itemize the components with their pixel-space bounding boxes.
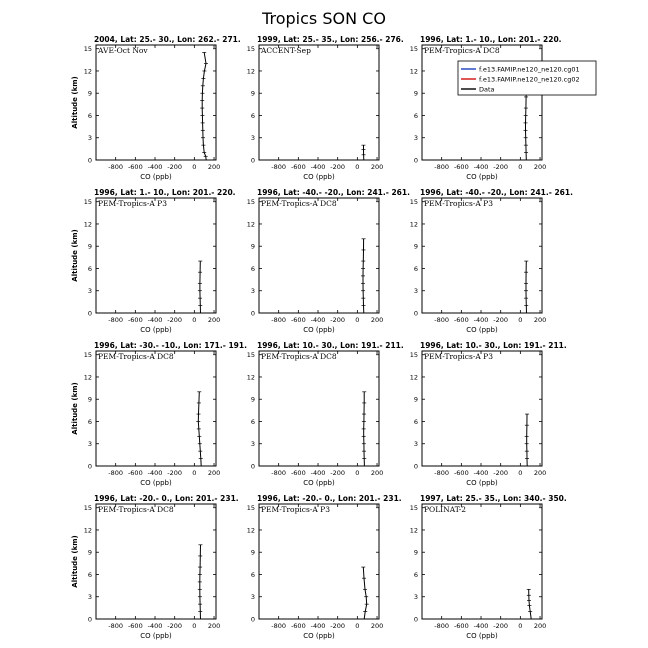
y-tick-label: 12 xyxy=(409,373,418,382)
y-axis-label: Altitude (km) xyxy=(71,229,79,282)
chart-panel-10 xyxy=(71,494,239,640)
y-tick-label: 3 xyxy=(87,134,92,143)
y-tick-label: 9 xyxy=(87,548,92,557)
campaign-label: AVE-Oct Nov xyxy=(98,46,148,55)
x-tick-label: -800 xyxy=(271,469,287,477)
x-axis-label: CO (ppb) xyxy=(466,632,498,640)
x-tick-label: -800 xyxy=(271,622,287,630)
x-tick-label: 0 xyxy=(355,316,360,324)
data-profile-line xyxy=(526,261,527,313)
x-tick-label: -600 xyxy=(453,622,469,630)
panel-header: 1997, Lat: 25.- 35., Lon: 340.- 350. xyxy=(420,494,567,503)
x-tick-label: 0 xyxy=(192,163,197,171)
x-tick-label: 0 xyxy=(355,469,360,477)
x-tick-label: -200 xyxy=(330,163,346,171)
x-tick-label: -200 xyxy=(493,622,509,630)
y-tick-label: 0 xyxy=(250,309,255,318)
y-axis-label: Altitude (km) xyxy=(71,382,79,435)
y-tick-label: 6 xyxy=(250,264,255,273)
y-tick-label: 0 xyxy=(413,309,418,318)
x-tick-label: -600 xyxy=(127,316,143,324)
campaign-label: PEM-Tropics-A DC8 xyxy=(98,352,174,361)
panel-header: 1996, Lat: 10.- 30., Lon: 191.- 211. xyxy=(257,341,404,350)
x-tick-label: 0 xyxy=(518,163,523,171)
x-tick-label: 200 xyxy=(370,163,384,171)
y-tick-label: 12 xyxy=(409,67,418,76)
y-tick-label: 9 xyxy=(87,395,92,404)
data-profile-line xyxy=(200,261,201,313)
x-tick-label: -400 xyxy=(310,622,326,630)
plot-frame xyxy=(259,198,379,313)
y-tick-label: 9 xyxy=(250,242,255,251)
x-tick-label: 200 xyxy=(207,469,221,477)
x-axis-label: CO (ppb) xyxy=(466,479,498,487)
y-tick-label: 12 xyxy=(246,373,255,382)
x-tick-label: 200 xyxy=(370,469,384,477)
y-tick-label: 3 xyxy=(87,287,92,296)
y-tick-label: 12 xyxy=(83,67,92,76)
x-tick-label: -400 xyxy=(147,163,163,171)
y-tick-label: 0 xyxy=(413,615,418,624)
y-tick-label: 6 xyxy=(87,570,92,579)
y-tick-label: 15 xyxy=(246,45,255,54)
y-tick-label: 6 xyxy=(250,570,255,579)
x-tick-label: 200 xyxy=(207,163,221,171)
plot-frame xyxy=(259,45,379,160)
y-tick-label: 9 xyxy=(250,395,255,404)
x-tick-label: -200 xyxy=(493,163,509,171)
y-tick-label: 6 xyxy=(413,570,418,579)
y-tick-label: 3 xyxy=(413,593,418,602)
y-tick-label: 9 xyxy=(250,548,255,557)
x-tick-label: -600 xyxy=(290,622,306,630)
chart-panel-11 xyxy=(247,494,402,640)
x-tick-label: -800 xyxy=(108,316,124,324)
plot-frame xyxy=(96,504,216,619)
y-tick-label: 9 xyxy=(413,395,418,404)
x-axis-label: CO (ppb) xyxy=(303,326,335,334)
x-tick-label: -600 xyxy=(290,469,306,477)
y-tick-label: 6 xyxy=(250,111,255,120)
chart-panel-3 xyxy=(410,35,562,181)
y-tick-label: 3 xyxy=(250,593,255,602)
y-tick-label: 9 xyxy=(413,548,418,557)
x-axis-label: CO (ppb) xyxy=(303,479,335,487)
x-tick-label: -600 xyxy=(453,469,469,477)
panel-header: 1996, Lat: 1.- 10., Lon: 201.- 220. xyxy=(420,35,562,44)
y-tick-label: 6 xyxy=(87,111,92,120)
x-tick-label: -200 xyxy=(167,163,183,171)
x-tick-label: -400 xyxy=(147,469,163,477)
legend xyxy=(458,61,596,95)
x-tick-label: -400 xyxy=(310,163,326,171)
x-tick-label: 200 xyxy=(533,316,547,324)
chart-panel-2 xyxy=(247,35,404,181)
data-profile-line xyxy=(527,414,528,466)
x-axis-label: CO (ppb) xyxy=(303,173,335,181)
panel-header: 2004, Lat: 25.- 30., Lon: 262.- 271. xyxy=(94,35,241,44)
campaign-label: PEM-Tropics-A DC8 xyxy=(261,199,337,208)
y-tick-label: 12 xyxy=(83,373,92,382)
chart-panel-1 xyxy=(71,35,241,181)
y-tick-label: 6 xyxy=(87,264,92,273)
x-tick-label: 0 xyxy=(192,316,197,324)
x-tick-label: 200 xyxy=(207,316,221,324)
x-tick-label: -800 xyxy=(271,316,287,324)
y-tick-label: 6 xyxy=(413,111,418,120)
x-tick-label: -800 xyxy=(434,622,450,630)
plot-frame xyxy=(96,351,216,466)
legend-label-2: f.e13.FAMIP.ne120_ne120.cg02 xyxy=(479,75,580,84)
y-tick-label: 0 xyxy=(250,615,255,624)
plot-frame xyxy=(96,45,216,160)
x-tick-label: 200 xyxy=(533,469,547,477)
y-tick-label: 15 xyxy=(83,351,92,360)
legend-label-1: f.e13.FAMIP.ne120_ne120.cg01 xyxy=(479,65,580,74)
plot-frame xyxy=(422,504,542,619)
campaign-label: POLINAT-2 xyxy=(424,505,467,514)
campaign-label: ACCENT-Sep xyxy=(261,46,311,55)
x-tick-label: -400 xyxy=(473,622,489,630)
y-tick-label: 3 xyxy=(250,134,255,143)
x-tick-label: -800 xyxy=(108,469,124,477)
x-axis-label: CO (ppb) xyxy=(140,479,172,487)
y-tick-label: 12 xyxy=(246,526,255,535)
y-tick-label: 15 xyxy=(246,504,255,513)
x-tick-label: 200 xyxy=(370,622,384,630)
x-tick-label: -600 xyxy=(127,469,143,477)
x-tick-label: -800 xyxy=(434,163,450,171)
y-tick-label: 12 xyxy=(246,220,255,229)
x-tick-label: -600 xyxy=(453,163,469,171)
y-tick-label: 0 xyxy=(250,462,255,471)
x-tick-label: -800 xyxy=(108,163,124,171)
x-tick-label: 200 xyxy=(533,622,547,630)
x-tick-label: 200 xyxy=(207,622,221,630)
x-tick-label: 200 xyxy=(370,316,384,324)
y-tick-label: 15 xyxy=(83,45,92,54)
panel-header: 1996, Lat: -30.- -10., Lon: 171.- 191. xyxy=(94,341,247,350)
campaign-label: PEM-Tropics-A P3 xyxy=(424,199,493,208)
y-tick-label: 6 xyxy=(87,417,92,426)
x-tick-label: -400 xyxy=(473,163,489,171)
x-tick-label: -400 xyxy=(473,316,489,324)
y-tick-label: 9 xyxy=(413,89,418,98)
y-tick-label: 3 xyxy=(413,287,418,296)
y-tick-label: 0 xyxy=(413,156,418,165)
plot-frame xyxy=(259,504,379,619)
x-tick-label: 0 xyxy=(518,316,523,324)
chart-panel-9 xyxy=(410,341,567,487)
x-tick-label: -400 xyxy=(310,469,326,477)
panel-header: 1999, Lat: 25.- 35., Lon: 256.- 276. xyxy=(257,35,404,44)
x-tick-label: -600 xyxy=(453,316,469,324)
legend-label-3: Data xyxy=(479,85,495,94)
y-tick-label: 12 xyxy=(83,526,92,535)
y-tick-label: 15 xyxy=(83,198,92,207)
panel-header: 1996, Lat: -20.- 0., Lon: 201.- 231. xyxy=(94,494,239,503)
y-axis-label: Altitude (km) xyxy=(71,76,79,129)
campaign-label: PEM-Tropics-A DC8 xyxy=(424,46,500,55)
x-tick-label: -200 xyxy=(167,316,183,324)
chart-panel-5 xyxy=(247,188,410,334)
x-tick-label: -200 xyxy=(330,316,346,324)
y-tick-label: 3 xyxy=(87,593,92,602)
x-tick-label: -800 xyxy=(271,163,287,171)
campaign-label: PEM-Tropics-A DC8 xyxy=(98,505,174,514)
x-axis-label: CO (ppb) xyxy=(303,632,335,640)
panel-header: 1996, Lat: -40.- -20., Lon: 241.- 261. xyxy=(257,188,410,197)
x-tick-label: 0 xyxy=(518,469,523,477)
y-tick-label: 3 xyxy=(87,440,92,449)
y-tick-label: 15 xyxy=(246,198,255,207)
x-tick-label: -800 xyxy=(434,316,450,324)
y-tick-label: 9 xyxy=(250,89,255,98)
chart-panel-4 xyxy=(71,188,236,334)
x-tick-label: -200 xyxy=(493,469,509,477)
plot-frame xyxy=(422,351,542,466)
y-tick-label: 3 xyxy=(250,440,255,449)
y-tick-label: 15 xyxy=(409,351,418,360)
x-tick-label: 0 xyxy=(355,163,360,171)
x-tick-label: 200 xyxy=(533,163,547,171)
y-tick-label: 3 xyxy=(250,287,255,296)
y-tick-label: 0 xyxy=(250,156,255,165)
x-tick-label: -200 xyxy=(330,469,346,477)
x-axis-label: CO (ppb) xyxy=(140,326,172,334)
x-tick-label: -600 xyxy=(127,163,143,171)
campaign-label: PEM-Tropics-A P3 xyxy=(424,352,493,361)
y-tick-label: 9 xyxy=(87,89,92,98)
x-tick-label: -400 xyxy=(147,316,163,324)
x-tick-label: -400 xyxy=(147,622,163,630)
chart-panel-8 xyxy=(247,341,404,487)
y-tick-label: 0 xyxy=(413,462,418,471)
y-axis-label: Altitude (km) xyxy=(71,535,79,588)
figure-title: Tropics SON CO xyxy=(262,9,386,28)
y-tick-label: 9 xyxy=(87,242,92,251)
x-tick-label: -200 xyxy=(493,316,509,324)
y-tick-label: 15 xyxy=(246,351,255,360)
y-tick-label: 12 xyxy=(246,67,255,76)
x-tick-label: -200 xyxy=(167,622,183,630)
x-tick-label: -800 xyxy=(108,622,124,630)
x-tick-label: -600 xyxy=(127,622,143,630)
plot-frame xyxy=(96,198,216,313)
x-tick-label: -600 xyxy=(290,316,306,324)
y-tick-label: 6 xyxy=(413,417,418,426)
panels-group xyxy=(71,35,573,640)
x-axis-label: CO (ppb) xyxy=(466,173,498,181)
y-tick-label: 3 xyxy=(413,440,418,449)
y-tick-label: 3 xyxy=(413,134,418,143)
x-tick-label: 0 xyxy=(192,469,197,477)
campaign-label: PEM-Tropics-A P3 xyxy=(261,505,330,514)
data-profile-line xyxy=(202,52,206,160)
x-tick-label: -200 xyxy=(167,469,183,477)
y-tick-label: 12 xyxy=(409,220,418,229)
y-tick-label: 15 xyxy=(409,198,418,207)
x-tick-label: -400 xyxy=(473,469,489,477)
chart-panel-6 xyxy=(410,188,573,334)
y-tick-label: 12 xyxy=(409,526,418,535)
y-tick-label: 9 xyxy=(413,242,418,251)
y-tick-label: 6 xyxy=(413,264,418,273)
panel-header: 1996, Lat: 10.- 30., Lon: 191.- 211. xyxy=(420,341,567,350)
x-tick-label: 0 xyxy=(518,622,523,630)
y-tick-label: 12 xyxy=(83,220,92,229)
campaign-label: PEM-Tropics-A DC8 xyxy=(261,352,337,361)
y-tick-label: 0 xyxy=(87,462,92,471)
y-tick-label: 15 xyxy=(83,504,92,513)
chart-panel-12 xyxy=(410,494,567,640)
y-tick-label: 15 xyxy=(409,504,418,513)
y-tick-label: 6 xyxy=(250,417,255,426)
x-axis-label: CO (ppb) xyxy=(466,326,498,334)
y-tick-label: 0 xyxy=(87,156,92,165)
x-tick-label: -600 xyxy=(290,163,306,171)
x-tick-label: -400 xyxy=(310,316,326,324)
y-tick-label: 0 xyxy=(87,615,92,624)
x-axis-label: CO (ppb) xyxy=(140,173,172,181)
chart-panel-7 xyxy=(71,341,247,487)
panel-header: 1996, Lat: -20.- 0., Lon: 201.- 231. xyxy=(257,494,402,503)
x-tick-label: 0 xyxy=(355,622,360,630)
y-tick-label: 0 xyxy=(87,309,92,318)
campaign-label: PEM-Tropics-A P3 xyxy=(98,199,167,208)
panel-header: 1996, Lat: -40.- -20., Lon: 241.- 261. xyxy=(420,188,573,197)
data-profile-line xyxy=(529,589,532,619)
plot-frame xyxy=(422,198,542,313)
y-tick-label: 15 xyxy=(409,45,418,54)
x-axis-label: CO (ppb) xyxy=(140,632,172,640)
x-tick-label: -800 xyxy=(434,469,450,477)
x-tick-label: -200 xyxy=(330,622,346,630)
plot-frame xyxy=(259,351,379,466)
panel-header: 1996, Lat: 1.- 10., Lon: 201.- 220. xyxy=(94,188,236,197)
x-tick-label: 0 xyxy=(192,622,197,630)
data-profile-line xyxy=(363,567,366,619)
